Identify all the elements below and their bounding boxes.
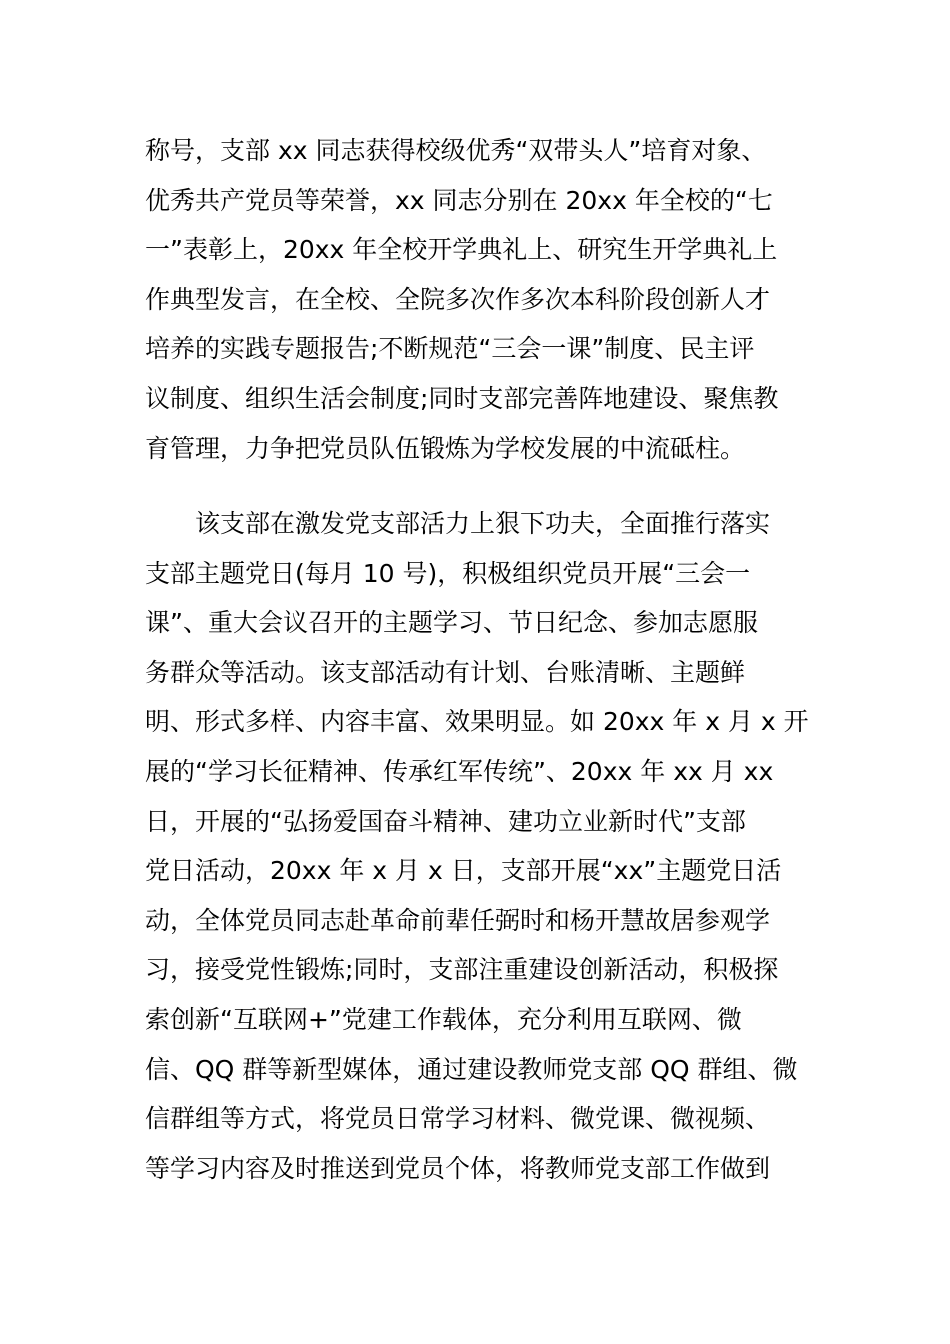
text-line: 议制度、组织生活会制度;同时支部完善阵地建设、聚焦教 bbox=[145, 383, 779, 413]
text-line: 索创新“互联网+”党建工作载体，充分利用互联网、微 bbox=[145, 1004, 742, 1034]
text-line: 信、QQ 群等新型媒体，通过建设教师党支部 QQ 群组、微 bbox=[145, 1054, 798, 1084]
text-line: 信群组等方式，将党员日常学习材料、微党课、微视频、 bbox=[145, 1104, 771, 1134]
text-line: 培养的实践专题报告;不断规范“三会一课”制度、民主评 bbox=[145, 334, 755, 364]
text-line: 党日活动，20xx 年 x 月 x 日，支部开展“xx”主题党日活 bbox=[145, 856, 782, 886]
text-line: 课”、重大会议召开的主题学习、节日纪念、参加志愿服 bbox=[145, 608, 758, 638]
text-line: 育管理，力争把党员队伍锻炼为学校发展的中流砥柱。 bbox=[145, 433, 746, 463]
text-line: 一”表彰上，20xx 年全校开学典礼上、研究生开学典礼上 bbox=[145, 235, 778, 265]
text-line: 日，开展的“弘扬爱国奋斗精神、建功立业新时代”支部 bbox=[145, 806, 746, 836]
paragraph-1 bbox=[145, 126, 815, 473]
text-line: 称号，支部 xx 同志获得校级优秀“双带头人”培育对象、 bbox=[145, 136, 767, 165]
text-line: 优秀共产党员等荣誉，xx 同志分别在 20xx 年全校的“七 bbox=[145, 185, 773, 215]
text-line: 作典型发言，在全校、全院多次作多次本科阶段创新人才 bbox=[145, 284, 771, 314]
text-line: 习，接受党性锻炼;同时，支部注重建设创新活动，积极探 bbox=[145, 955, 779, 985]
text-line: 展的“学习长征精神、传承红军传统”、20xx 年 xx 月 xx bbox=[145, 756, 774, 786]
paragraph-2 bbox=[145, 499, 815, 1193]
text-line: 明、形式多样、内容丰富、效果明显。如 20xx 年 x 月 x 开 bbox=[145, 707, 809, 737]
text-line: 等学习内容及时推送到党员个体，将教师党支部工作做到 bbox=[145, 1153, 771, 1183]
text-line: 支部主题党日(每月 10 号)，积极组织党员开展“三会一 bbox=[145, 558, 751, 588]
text-line: 该支部在激发党支部活力上狠下功夫，全面推行落实 bbox=[145, 509, 771, 538]
text-line: 动，全体党员同志赴革命前辈任弼时和杨开慧故居参观学 bbox=[145, 905, 771, 935]
text-line: 务群众等活动。该支部活动有计划、台账清晰、主题鲜 bbox=[145, 657, 746, 687]
